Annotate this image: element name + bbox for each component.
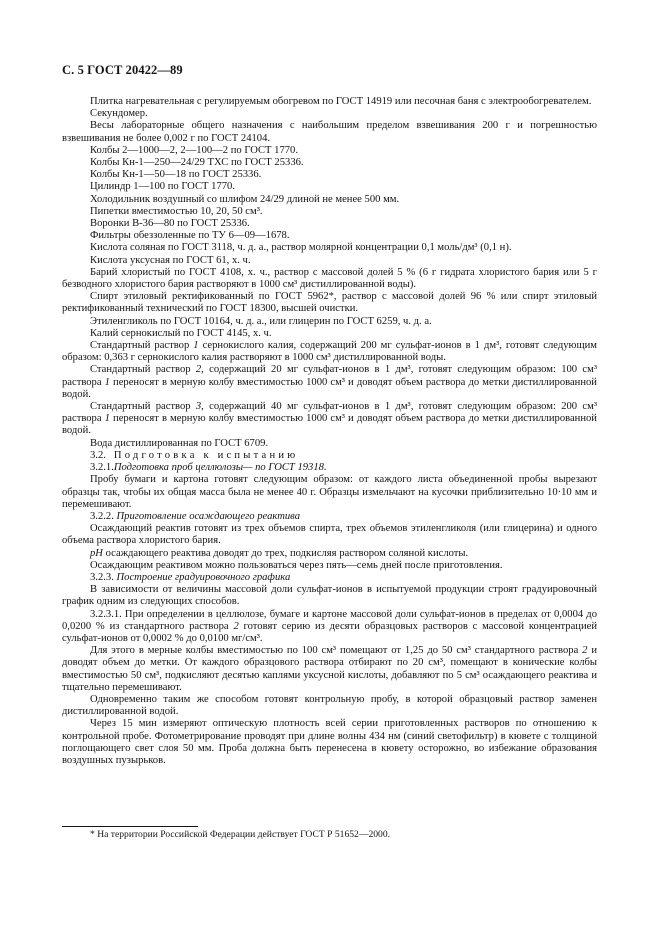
section-heading-3-2-2 [62,511,597,523]
section-number: 3.2. [90,449,106,461]
section-number: 3.2.1. [90,462,114,474]
paragraph: Спирт этиловый ректификованный по ГОСТ 5962*, раствор с массовой долей 96 % или спирт этиловый ректификованный технический по ГОСТ 18300, высшей очистки. [62,291,597,315]
paragraph: Барий хлористый по ГОСТ 4108, х. ч., раствор с массовой долей 5 % (6 г гидрата хлористого бария или 5 г безводного хлористого бария растворяют в 1000 см³ дистиллированной воды). [62,266,597,291]
paragraph: Колбы Кн-1—250—24/29 ТХС по ГОСТ 25336. [90,157,304,169]
text: , содержащий 20 мг сульфат-ионов в 1 дм³, готовят следующим образом: 100 см³ раствора [62,364,597,388]
paragraph: Осаждающий реактив готовят из трех объемов спирта, трех объемов этиленгликоля (или глицерина) и одного объема раствора хлористого бария. [62,523,597,547]
solution-number: 3 [195,401,202,413]
section-title: Построение градуировочного графика [116,571,291,583]
paragraph: Осаждающим реактивом можно пользоваться через пять—семь дней после приготовления. [90,559,503,571]
paragraph: Весы лабораторные общего назначения с наибольшим пределом взвешивания 200 г и погрешностью взвешивания не более 0,002 г по ГОСТ 24104. [62,120,597,144]
paragraph: Колбы Кн-1—50—18 по ГОСТ 25336. [90,169,262,181]
solution-number: 1 [104,376,110,388]
paragraph: Воронки В-36—80 по ГОСТ 25336. [90,218,250,230]
section-heading-3-2-1 [62,462,597,474]
text: и доводят объем до метки. От каждого образцового раствора отбирают по 20 см³, помещают в конические колбы вместимостью 50 см³, подкисляют десятью каплями уксусной кислоты, добавляют по 5 см³ осаждающего реактива и тщательно перемешивают. [62,645,597,693]
standard-solution-1 [62,340,597,364]
paragraph: Пипетки вместимостью 10, 20, 50 см³. [90,205,263,217]
paragraph [62,645,597,694]
paragraph: Через 15 мин измеряют оптическую плотность всей серии приготовленных растворов по отношению к контрольной пробе. Фотометрирование проводят при длине волны 434 нм (синий светофильтр) в кювете с толщиной поглощающего свет слоя 50 мм. Проба должна быть перенесена в кювету осторожно, во избежание образования воздушных пузырьков. [62,718,597,766]
document-body [62,96,597,767]
footnote-divider [62,826,198,827]
paragraph: Вода дистиллированная по ГОСТ 6709. [90,437,269,449]
paragraph: Колбы 2—1000—2, 2—100—2 по ГОСТ 1770. [90,144,299,156]
paragraph: Калий сернокислый по ГОСТ 4145, х. ч. [90,327,272,339]
solution-number: 2 [195,364,202,376]
paragraph: Цилиндр 1—100 по ГОСТ 1770. [90,181,235,193]
text: переносят в мерную колбу вместимостью 1000 см³ и доводят объем раствора до метки дистиллированной водой. [62,376,597,400]
text: переносят в мерную колбу вместимостью 1000 см³ и доводят объем раствора до метки дистиллированной водой. [62,413,597,437]
ph-term: pH [90,547,103,559]
paragraph: Секундомер. [90,108,148,120]
paragraph: Одновременно таким же способом готовят контрольную пробу, в которой образцовый раствор заменен дистиллированной водой. [62,693,597,718]
standard-solution-2 [62,364,597,401]
page-header: С. 5 ГОСТ 20422—89 [62,63,183,77]
section-number: 3.2.3. [90,571,114,583]
text: Стандартный раствор [90,340,194,352]
solution-number: 1 [193,340,199,352]
text: сернокислого калия, содержащий 200 мг сульфат-ионов в 1 дм³, готовят следующим образом: 0,363 г сернокислого калия растворяют в 1000 см³ дистиллированной воды. [62,340,597,364]
text: готовят серию из десяти образцовых растворов с массовой концентрацией сульфат-ионов от 0,0002 % до 0,0100 мг/см³. [62,620,597,644]
text: , содержащий 40 мг сульфат-ионов в 1 дм³, готовят следующим образом: 200 см³ раствора [62,401,597,425]
paragraph: В зависимости от величины массовой доли сульфат-ионов в испытуемой продукции строят градуировочный график одним из следующих способов. [62,584,597,608]
solution-number: 2 [233,620,239,632]
section-title: Приготовление осаждающего реактива [116,510,300,522]
solution-number: 2 [582,645,588,657]
solution-number: 1 [104,413,110,425]
paragraph: Фильтры обеззоленные по ТУ 6—09—1678. [90,230,290,242]
section-title: Подготовка проб целлюлозы— по ГОСТ 19318. [113,462,327,474]
text: Стандартный раствор [90,364,196,376]
paragraph: Пробу бумаги и картона готовят следующим образом: от каждого листа объединенной пробы вырезают образцы так, чтобы их общая масса была не менее 40 г. Образцы измельчают на кусочки приблизительно 10·10 мм и перемешивают. [62,474,597,510]
paragraph: Кислота соляная по ГОСТ 3118, ч. д. а., раствор молярной концентрации 0,1 моль/дм³ (0,1 н). [90,242,512,254]
section-heading-3-2-3 [62,572,597,584]
section-title: Подготовка к испытанию [113,449,299,461]
section-number: 3.2.2. [90,510,114,522]
standard-solution-3 [62,401,597,438]
section-heading-3-2 [62,450,597,462]
paragraph: Кислота уксусная по ГОСТ 61, х. ч. [90,254,251,266]
text: Стандартный раствор [90,401,196,413]
paragraph: Холодильник воздушный со шлифом 24/29 длиной не менее 500 мм. [90,193,400,205]
paragraph: Этиленгликоль по ГОСТ 10164, ч. д. а., или глицерин по ГОСТ 6259, ч. д. а. [90,315,432,327]
text: осаждающего реактива доводят до трех, подкисляя раствором соляной кислоты. [102,547,469,559]
paragraph: Плитка нагревательная с регулируемым обогревом по ГОСТ 14919 или песочная баня с электрообогревателем. [90,96,592,107]
paragraph-ph [62,548,597,560]
footnote: * На территории Российской Федерации действует ГОСТ Р 51652—2000. [90,829,391,840]
text: Для этого в мерные колбы вместимостью по 100 см³ помещают от 1,25 до 50 см³ стандартного раствора [90,645,583,657]
paragraph-3-2-3-1 [62,609,597,646]
text: 3.2.3.1. При определении в целлюлозе, бумаге и картоне массовой доли сульфат-ионов в пределах от 0,0004 до 0,0200 % из стандартного раствора [62,608,597,632]
